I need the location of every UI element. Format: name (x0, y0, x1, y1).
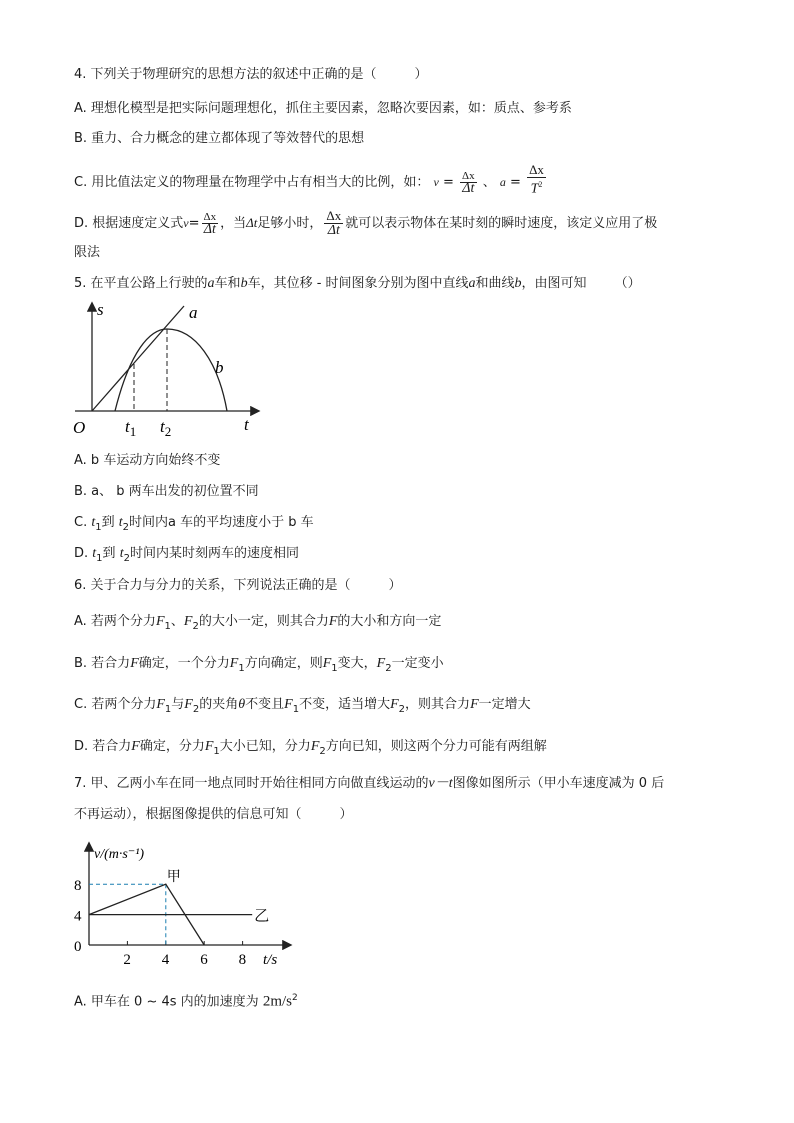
q7-series-jia-label: 甲 (166, 870, 181, 886)
q6-option-c[interactable]: C. 若两个分力$F_1$与$F_2$的夹角θ不变且$F_1$不变，适当增大$F_2$，则其合力F一定增大 (74, 697, 531, 715)
q4-option-d-cont: 限法 (74, 245, 101, 260)
q7-stem-line2: 不再运动），根据图像提供的信息可知（ ） (74, 807, 353, 822)
fraction-dx-dt: $\frac{\Delta x}{\Delta t}$ (203, 211, 217, 237)
q4-option-c[interactable]: C. 用比值法定义的物理量在物理学中占有相当大的比例，如： v = $\frac{\Delta x}{\Delta t}$ 、 a = $\frac{\Delta x}{T^2}$ (74, 162, 544, 197)
q5-curve-b (115, 329, 227, 411)
q7-x-tick-label: 6 (200, 952, 208, 968)
q7-y-tick-label: 0 (74, 939, 82, 955)
q6-option-a[interactable]: A. 若两个分力$F_1$、$F_2$的大小一定，则其合力F的大小和方向一定 (74, 614, 442, 632)
q7-y-tick-label: 8 (74, 878, 82, 895)
q5-option-a[interactable]: A. b 车运动方向始终不变 (74, 453, 221, 468)
q6-stem: 6. 关于合力与分力的关系，下列说法正确的是（ ） (74, 578, 402, 593)
q5-stem: 5. 在平直公路上行驶的a车和b车，其位移 - 时间图象分别为图中直线a和曲线b，由图可知 （） (74, 276, 641, 291)
q4-option-b[interactable]: B. 重力、合力概念的建立都体现了等效替代的思想 (74, 131, 365, 146)
q7-velocity-time-graph (70, 838, 295, 970)
q5-t2-label: $t_2$ (160, 417, 172, 439)
fraction-dx-t2: $\frac{\Delta x}{T^2}$ (529, 162, 544, 197)
q7-option-a[interactable]: A. 甲车在 0 ~ 4s 内的加速度为 $2m/s^2$ (74, 993, 298, 1010)
q5-option-b[interactable]: B. a、 b 两车出发的初位置不同 (74, 484, 259, 499)
q6-option-d[interactable]: D. 若合力F确定，分力$F_1$大小已知，分力$F_2$方向已知，则这两个分力可能有两组解 (74, 739, 547, 757)
q5-position-time-graph (70, 296, 270, 441)
q5-x-label: t (244, 415, 249, 434)
q5-y-label: s (97, 300, 104, 319)
fraction-dx-dt-large: $\frac{\Delta x}{\Delta t}$ (326, 208, 342, 238)
q4-option-a[interactable]: A. 理想化模型是把实际问题理想化，抓住主要因素，忽略次要因素，如：质点、参考系 (74, 101, 572, 116)
q7-x-tick-label: 4 (161, 952, 170, 968)
q7-series-yi-label: 乙 (254, 908, 270, 925)
q7-y-tick-label: 4 (74, 908, 82, 925)
q4-stem: 4. 下列关于物理研究的思想方法的叙述中正确的是（ ） (74, 67, 428, 82)
q5-line-a-label: a (189, 303, 198, 322)
q5-option-d[interactable]: D. $t_1$到 $t_2$时间内某时刻两车的速度相同 (74, 546, 299, 564)
fraction-dx-dt: $\frac{\Delta x}{\Delta t}$ (462, 170, 475, 197)
q5-t1-label: $t_1$ (125, 417, 137, 439)
q7-x-tick-label: 8 (238, 952, 247, 968)
q5-line-a (92, 306, 184, 411)
q6-option-b[interactable]: B. 若合力F确定，一个分力$F_1$方向确定，则$F_1$变大，$F_2$一定变小 (74, 656, 444, 674)
q7-stem-line1: 7. 甲、乙两小车在同一地点同时开始往相同方向做直线运动的v－t图像如图所示（甲小车速度减为 0 后 (74, 776, 665, 791)
q7-x-tick-label: 2 (123, 952, 131, 968)
q7-y-label: v/(m·s⁻¹) (94, 847, 145, 862)
q4-option-d[interactable]: D. 根据速度定义式v= $\frac{\Delta x}{\Delta t}$ ，当Δt足够小时， $\frac{\Delta x}{\Delta t}$ 就可以表示物体在某时刻的瞬时速度，该定义应用了极 (74, 208, 658, 238)
q5-curve-b-label: b (215, 358, 224, 377)
q7-x-label: t/s (263, 952, 278, 968)
q5-option-c[interactable]: C. $t_1$到 $t_2$时间内a 车的平均速度小于 b 车 (74, 515, 314, 533)
q5-origin-label: O (73, 418, 86, 437)
